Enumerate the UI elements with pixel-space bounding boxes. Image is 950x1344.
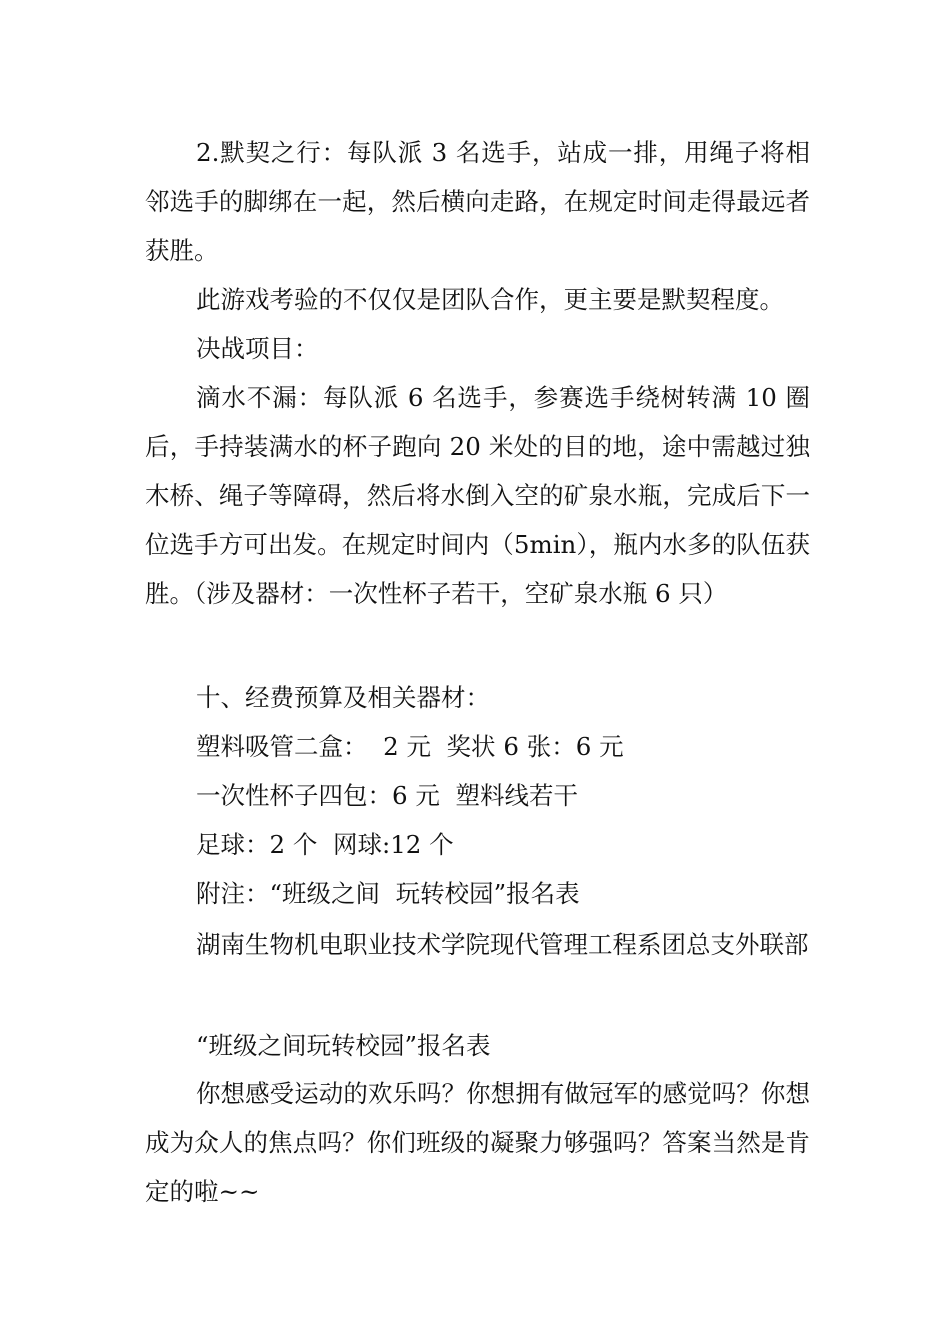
paragraph-game-note bbox=[145, 275, 810, 324]
paragraph-text: 湖南生物机电职业技术学院现代管理工程系团总支外联部 bbox=[196, 930, 809, 959]
budget-line-straws: 塑料吸管二盒： 2 元 奖状 6 张：6 元 bbox=[196, 732, 624, 761]
paragraph-moqi-zhixing bbox=[145, 128, 810, 275]
paragraph-budget-heading bbox=[145, 673, 810, 722]
paragraph-text: 滴水不漏：每队派 6 名选手，参赛选手绕树转满 10 圈后，手持装满水的杯子跑向 20 米处的目的地，途中需越过独木桥、绳子等障碍，然后将水倒入空的矿泉水瓶，完成后下一位选手方可出发。在规定时间内（5min），瓶内水多的队伍获胜。（涉及器材：一次性杯子若干，空矿泉水瓶 6 只） bbox=[145, 383, 810, 608]
paragraph-text: 你想感受运动的欢乐吗？你想拥有做冠军的感觉吗？你想成为众人的焦点吗？你们班级的凝聚力够强吗？答案当然是肯定的啦~~ bbox=[145, 1079, 810, 1206]
form-title: “班级之间玩转校园”报名表 bbox=[196, 1031, 491, 1060]
paragraph-text: 此游戏考验的不仅仅是团队合作，更主要是默契程度。 bbox=[196, 285, 784, 314]
paragraph-final-heading bbox=[145, 324, 810, 373]
paragraph-organizer bbox=[145, 920, 810, 969]
paragraph-text: 决战项目： bbox=[196, 334, 319, 363]
appendix-note: 附注：“班级之间 玩转校园”报名表 bbox=[196, 879, 580, 908]
paragraph-text: 2.默契之行：每队派 3 名选手，站成一排，用绳子将相邻选手的脚绑在一起，然后横向走路，在规定时间走得最远者获胜。 bbox=[145, 138, 810, 265]
budget-line-balls: 足球：2 个 网球:12 个 bbox=[196, 830, 454, 859]
budget-line-cups: 一次性杯子四包：6 元 塑料线若干 bbox=[196, 781, 578, 810]
paragraph-text: 十、经费预算及相关器材： bbox=[196, 683, 490, 712]
paragraph-intro-questions bbox=[145, 1069, 810, 1216]
paragraph-dishui-bulou bbox=[145, 373, 810, 618]
